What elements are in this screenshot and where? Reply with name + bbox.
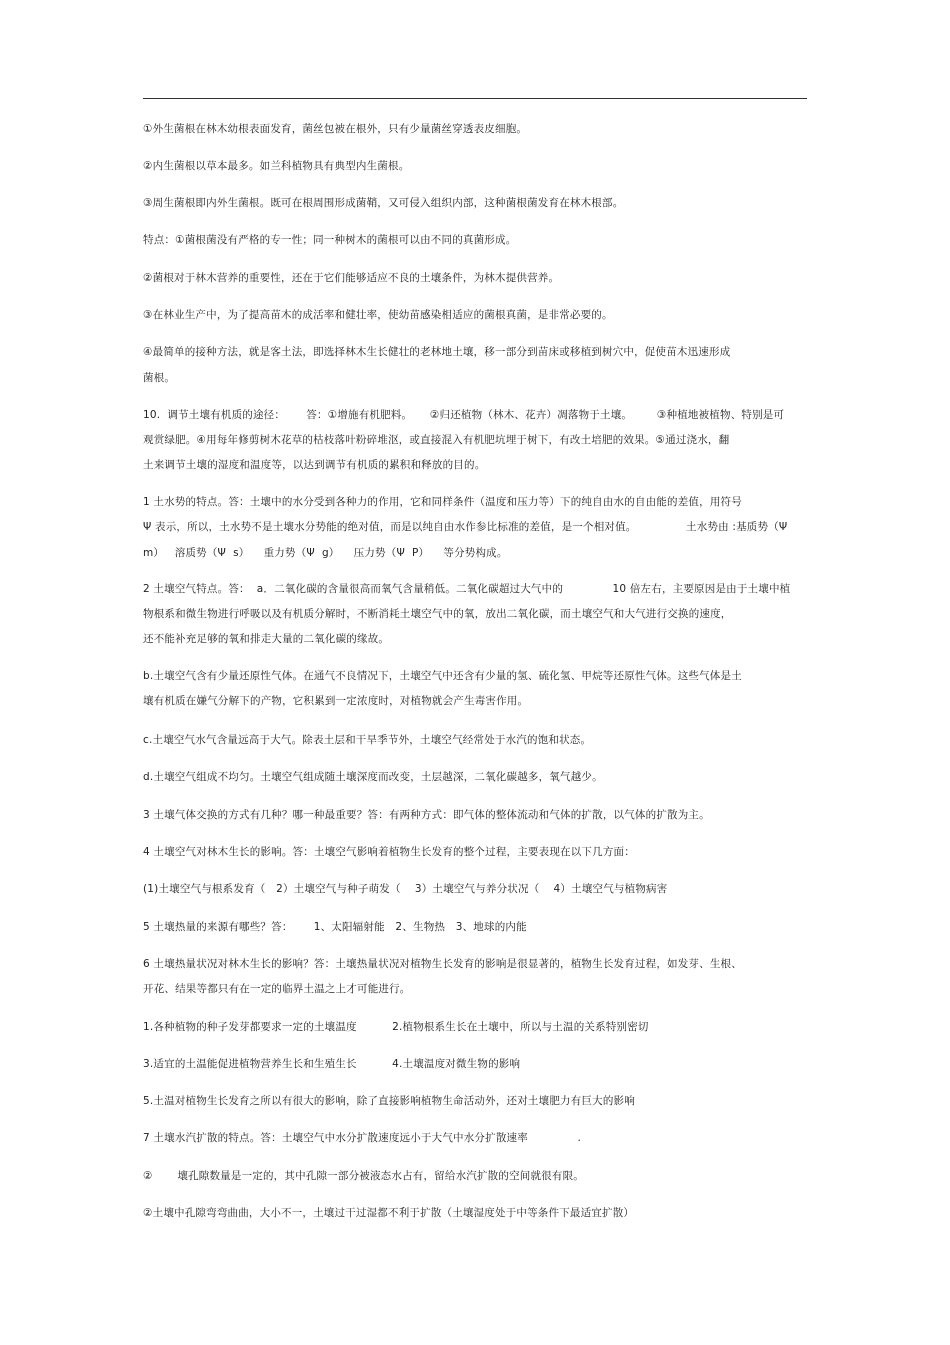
text-line: 5 土壤热量的来源有哪些？答： 1、太阳辐射能 2、生物热 3、地球的内能 bbox=[143, 921, 527, 933]
text-line: 物根系和微生物进行呼吸以及有机质分解时，不断消耗土壤空气中的氧，放出二氧化碳，而土壤空气和大气进行交换的速度， bbox=[143, 608, 732, 620]
text-line: ②内生菌根以草本最多。如兰科植物具有典型内生菌根。 bbox=[143, 160, 410, 172]
text-line: Ψ 表示，所以，土水势不是土壤水分势能的绝对值，而是以纯自由水作参比标准的差值，是一个相对值。 土水势由 :基质势（Ψ bbox=[143, 521, 788, 533]
text-line: ③周生菌根即内外生菌根。既可在根周围形成菌鞘，又可侵入组织内部，这种菌根菌发育在林木根部。 bbox=[143, 197, 624, 209]
text-line: 还不能补充足够的氧和排走大量的二氧化碳的缘故。 bbox=[143, 633, 390, 645]
text-line: m） 溶质势（Ψ s） 重力势（Ψ g） 压力势（Ψ P） 等分势构成。 bbox=[143, 547, 508, 559]
text-line: (1)土壤空气与根系发育（ 2）土壤空气与种子萌发（ 3）土壤空气与养分状况（ 4）土壤空气与植物病害 bbox=[143, 883, 668, 895]
text-line: 土来调节土壤的湿度和温度等，以达到调节有机质的累积和释放的目的。 bbox=[143, 459, 486, 471]
text-line: d.土壤空气组成不均匀。土壤空气组成随土壤深度而改变，土层越深，二氧化碳越多，氧气越少。 bbox=[143, 771, 603, 783]
text-line: 3 土壤气体交换的方式有几种？哪一种最重要？答：有两种方式：即气体的整体流动和气体的扩散，以气体的扩散为主。 bbox=[143, 809, 710, 821]
text-line: 1 土水势的特点。答：土壤中的水分受到各种力的作用，它和同样条件（温度和压力等）下的纯自由水的自由能的差值，用符号 bbox=[143, 496, 742, 508]
text-line: 5.土温对植物生长发育之所以有很大的影响，除了直接影响植物生命活动外，还对土壤肥力有巨大的影响 bbox=[143, 1095, 635, 1107]
text-line: c.土壤空气水气含量远高于大气。除表土层和干旱季节外，土壤空气经常处于水汽的饱和状态。 bbox=[143, 734, 592, 746]
text-line: 壤有机质在嫌气分解下的产物，它积累到一定浓度时，对植物就会产生毒害作用。 bbox=[143, 695, 529, 707]
text-line: ②土壤中孔隙弯弯曲曲，大小不一，土壤过干过湿都不利于扩散（土壤湿度处于中等条件下最适宜扩散） bbox=[143, 1207, 635, 1219]
text-line: 菌根。 bbox=[143, 372, 176, 384]
header-rule bbox=[143, 98, 807, 99]
text-line: 10. 调节土壤有机质的途径： 答：①增施有机肥料。 ②归还植物（林木、花卉）凋落物于土壤。 ③种植地被植物、特别是可 bbox=[143, 409, 785, 421]
text-line: 6 土壤热量状况对林木生长的影响？答：土壤热量状况对植物生长发育的影响是很显著的，植物生长发育过程，如发芽、生根、 bbox=[143, 958, 742, 970]
text-line: ② 壤孔隙数量是一定的，其中孔隙一部分被液态水占有，留给水汽扩散的空间就很有限。 bbox=[143, 1170, 584, 1182]
text-line: 4 土壤空气对林木生长的影响。答：土壤空气影响着植物生长发育的整个过程，主要表现在以下几方面： bbox=[143, 846, 635, 858]
text-line: 2 土壤空气特点。答： a．二氧化碳的含量很高而氧气含量稍低。二氧化碳超过大气中的 10 倍左右，主要原因是由于土壤中植 bbox=[143, 583, 791, 595]
text-line: ④最简单的接种方法，就是客土法，即选择林木生长健壮的老林地土壤，移一部分到苗床或移植到树穴中，促使苗木迅速形成 bbox=[143, 346, 731, 358]
text-line: ③在林业生产中，为了提高苗木的成活率和健壮率，使幼苗感染相适应的菌根真菌，是非常必要的。 bbox=[143, 309, 613, 321]
text-line: 开花、结果等都只有在一定的临界土温之上才可能进行。 bbox=[143, 983, 411, 995]
text-line: ②菌根对于林木营养的重要性，还在于它们能够适应不良的土壤条件，为林木提供营养。 bbox=[143, 272, 560, 284]
text-line: 1.各种植物的种子发芽都要求一定的土壤温度 2.植物根系生长在土壤中，所以与土温的关系特别密切 bbox=[143, 1021, 649, 1033]
text-line: 特点：①菌根菌没有严格的专一性；同一种树木的菌根可以由不同的真菌形成。 bbox=[143, 234, 517, 246]
text-line: b.土壤空气含有少量还原性气体。在通气不良情况下，土壤空气中还含有少量的氢、硫化氢、甲烷等还原性气体。这些气体是土 bbox=[143, 670, 742, 682]
text-line: 3.适宜的土温能促进植物营养生长和生殖生长 4.土壤温度对微生物的影响 bbox=[143, 1058, 521, 1070]
text-line: 观赏绿肥。④用每年修剪树木花草的枯枝落叶粉碎堆沤，或直接混入有机肥坑埋于树下，有改土培肥的效果。⑤通过浇水，翻 bbox=[143, 434, 730, 446]
text-line: ①外生菌根在林木幼根表面发育，菌丝包被在根外，只有少量菌丝穿透表皮细胞。 bbox=[143, 123, 528, 135]
text-line: 7 土壤水汽扩散的特点。答：土壤空气中水分扩散速度远小于大气中水分扩散速率 . bbox=[143, 1132, 581, 1144]
